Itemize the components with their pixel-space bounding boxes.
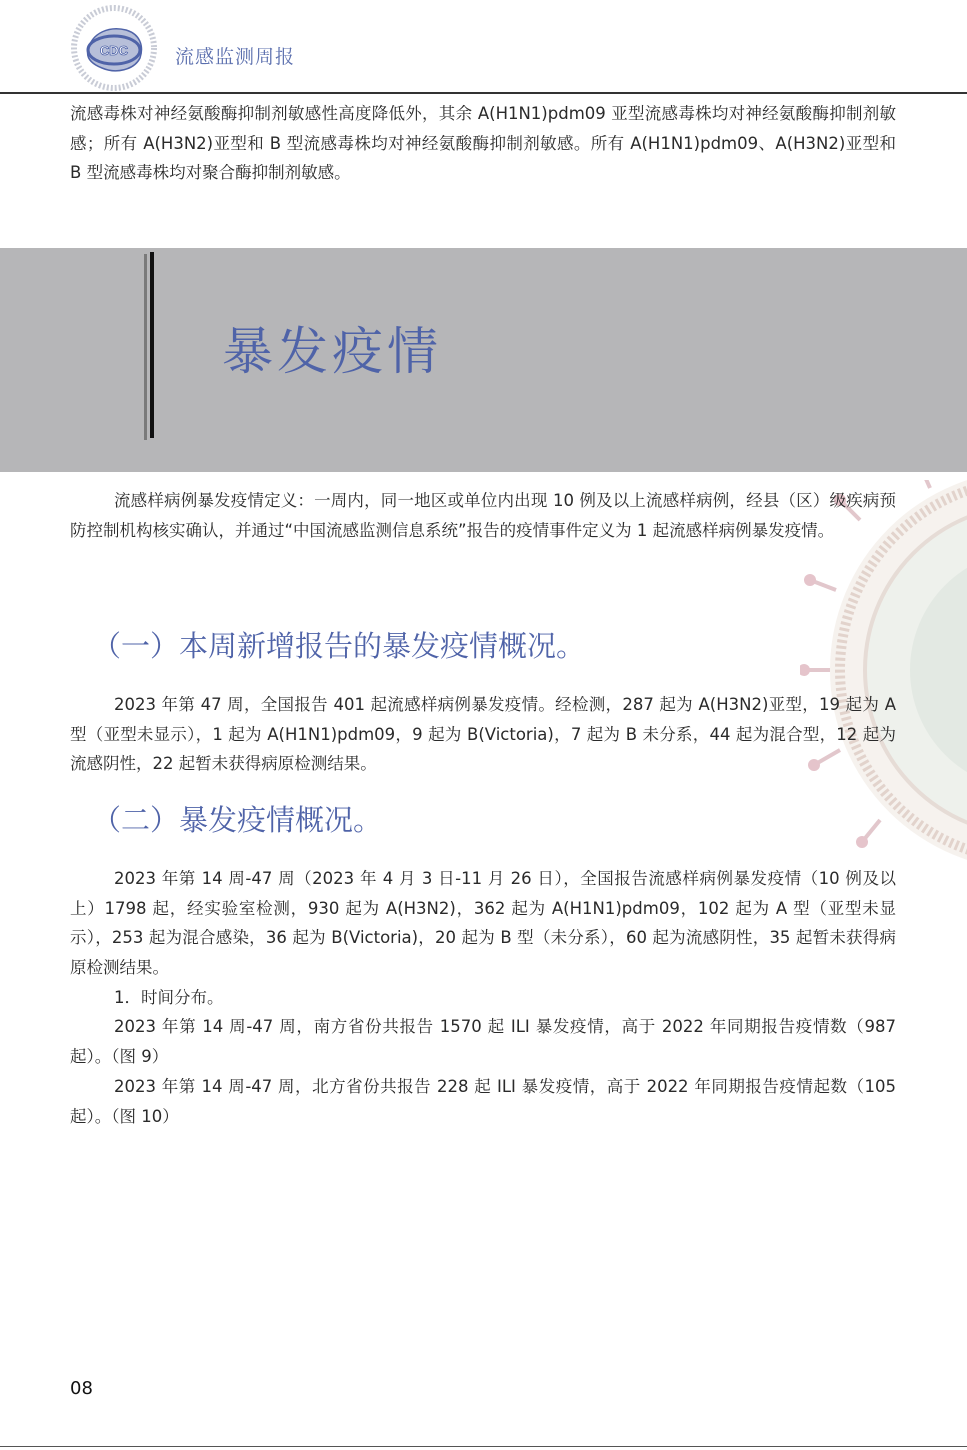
banner-bar-decoration xyxy=(150,252,154,438)
section-2-paragraph: 2023 年第 14 周-47 周（2023 年 4 月 3 日-11 月 26 日），全国报告流感样病例暴发疫情（10 例及以上）1798 起，经实验室检测，930 起为 A(H3N2)，362 起为 A(H1N1)pdm09，102 起为 A 型（亚型未显示），253 起为混合感染，36 起为 B(Victoria)，20 起为 B 型（未分系），60 起为流感阴性，35 起暂未获得病原检测结果。 xyxy=(70,869,896,978)
section-banner xyxy=(0,248,967,472)
time-distribution-heading: 1．时间分布。 xyxy=(114,988,224,1007)
header-title: 流感监测周报 xyxy=(175,46,296,68)
section-1-paragraph: 2023 年第 47 周，全国报告 401 起流感样病例暴发疫情。经检测，287 起为 A(H3N2)亚型，19 起为 A 型（亚型未显示），1 起为 A(H1N1)pdm09，9 起为 B(Victoria)，7 起为 B 未分系，44 起为混合型，12 起为流感阴性，22 起暂未获得病原检测结果。 xyxy=(70,695,896,774)
page-number: 08 xyxy=(70,1378,93,1399)
section-1-title: （一）本周新增报告的暴发疫情概况。 xyxy=(92,629,586,663)
definition-paragraph: 流感样病例暴发疫情定义：一周内，同一地区或单位内出现 10 例及以上流感样病例，经县（区）级疾病预防控制机构核实确认，并通过“中国流感监测信息系统”报告的疫情事件定义为 1 起流感样病例暴发疫情。 xyxy=(70,491,896,540)
intro-paragraph: 流感毒株对神经氨酸酶抑制剂敏感性高度降低外，其余 A(H1N1)pdm09 亚型流感毒株均对神经氨酸酶抑制剂敏感；所有 A(H3N2)亚型和 B 型流感毒株均对神经氨酸酶抑制剂敏感。所有 A(H1N1)pdm09、A(H3N2)亚型和 B 型流感毒株均对聚合酶抑制剂敏感。 xyxy=(70,104,896,183)
cdc-logo-icon xyxy=(70,4,158,92)
north-provinces-paragraph: 2023 年第 14 周-47 周，北方省份共报告 228 起 ILI 暴发疫情，高于 2022 年同期报告疫情起数（105 起）。（图 10） xyxy=(70,1077,896,1126)
section-2-title: （二）暴发疫情概况。 xyxy=(92,803,383,837)
south-provinces-paragraph: 2023 年第 14 周-47 周，南方省份共报告 1570 起 ILI 暴发疫情，高于 2022 年同期报告疫情数（987 起）。（图 9） xyxy=(70,1017,896,1066)
banner-title: 暴发疫情 xyxy=(222,323,443,382)
logo-text: CDC xyxy=(99,43,129,58)
footer-divider xyxy=(0,1446,967,1447)
banner-bar-decoration xyxy=(144,254,147,440)
header-divider xyxy=(0,92,967,94)
page-header xyxy=(0,0,967,94)
